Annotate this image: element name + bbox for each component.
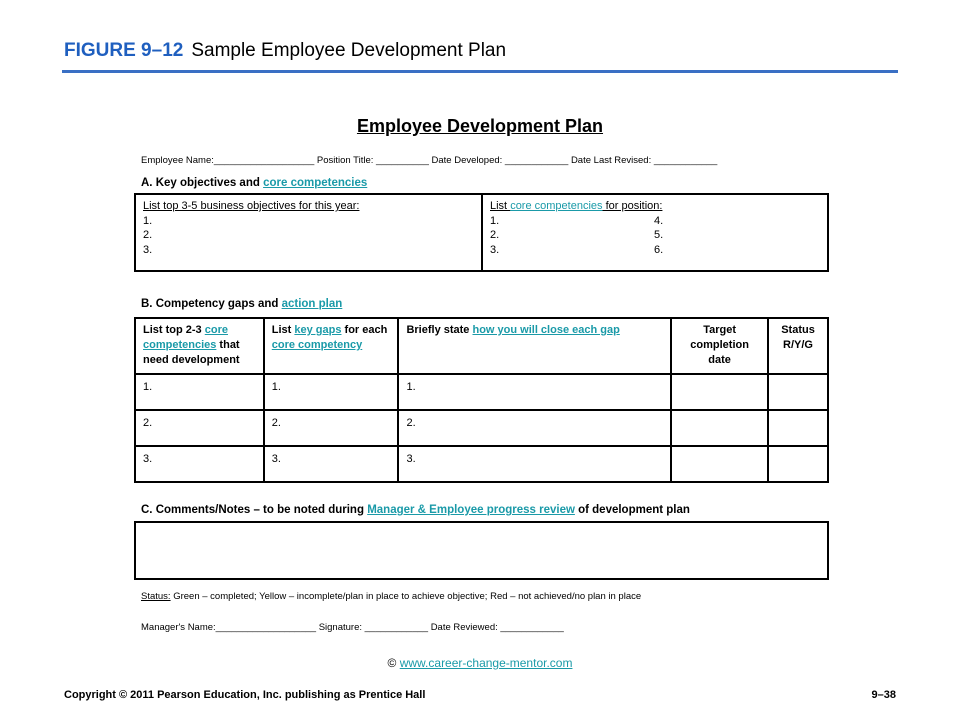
table-row: 2. 2. 2. bbox=[135, 410, 828, 446]
objectives-table bbox=[134, 193, 829, 272]
business-objectives-cell: List top 3-5 business objectives for this year: 1. 2. 3. bbox=[136, 195, 483, 270]
signature-fields: Manager's Name:___________________ Signature: ____________ Date Reviewed: ____________ bbox=[141, 622, 564, 633]
comments-notes-box[interactable] bbox=[134, 521, 829, 580]
figure-label: FIGURE 9–12 bbox=[64, 40, 184, 61]
copyright-footer: Copyright © 2011 Pearson Education, Inc. publishing as Prentice Hall bbox=[64, 689, 426, 701]
col-key-gaps: List key gaps for each core competency bbox=[264, 318, 399, 374]
table-row: 3. 3. 3. bbox=[135, 446, 828, 482]
core-competencies-link[interactable]: core competencies bbox=[263, 177, 368, 189]
progress-review-link[interactable]: Manager & Employee progress review bbox=[367, 504, 575, 516]
section-b-heading: B. Competency gaps and action plan bbox=[141, 298, 343, 310]
title-divider bbox=[62, 70, 898, 73]
col-target-date: Target completion date bbox=[671, 318, 768, 374]
figure-caption: Sample Employee Development Plan bbox=[191, 40, 507, 61]
col-core-competencies: List top 2-3 core competencies that need development bbox=[135, 318, 264, 374]
slide-title bbox=[64, 40, 506, 62]
action-plan-link[interactable]: action plan bbox=[281, 298, 343, 310]
core-competencies-link[interactable]: core competencies bbox=[510, 200, 603, 212]
competency-gaps-table bbox=[134, 317, 829, 483]
status-legend: Status: Green – completed; Yellow – incomplete/plan in place to achieve objective; Red – not achieved/no plan in place bbox=[141, 591, 642, 602]
page-number: 9–38 bbox=[871, 689, 896, 701]
credit-line: © www.career-change-mentor.com bbox=[387, 656, 573, 670]
table-row: 1. 1. 1. bbox=[135, 374, 828, 410]
header-fields: Employee Name:___________________ Position Title: __________ Date Developed: ____________ Date Last Revised: ____________ bbox=[141, 155, 718, 166]
core-competencies-cell: List core competencies for position: 1. 4. 2. 5. 3. 6. bbox=[490, 200, 664, 256]
document-title: Employee Development Plan bbox=[356, 116, 604, 136]
section-a-heading: A. Key objectives and core competencies bbox=[141, 177, 368, 189]
col-close-gap: Briefly state how you will close each gap bbox=[398, 318, 671, 374]
section-c-heading: C. Comments/Notes – to be noted during Manager & Employee progress review of development plan bbox=[141, 504, 690, 516]
career-change-mentor-link[interactable]: www.career-change-mentor.com bbox=[399, 656, 573, 670]
col-status: Status R/Y/G bbox=[768, 318, 828, 374]
table-header-row bbox=[135, 318, 828, 374]
